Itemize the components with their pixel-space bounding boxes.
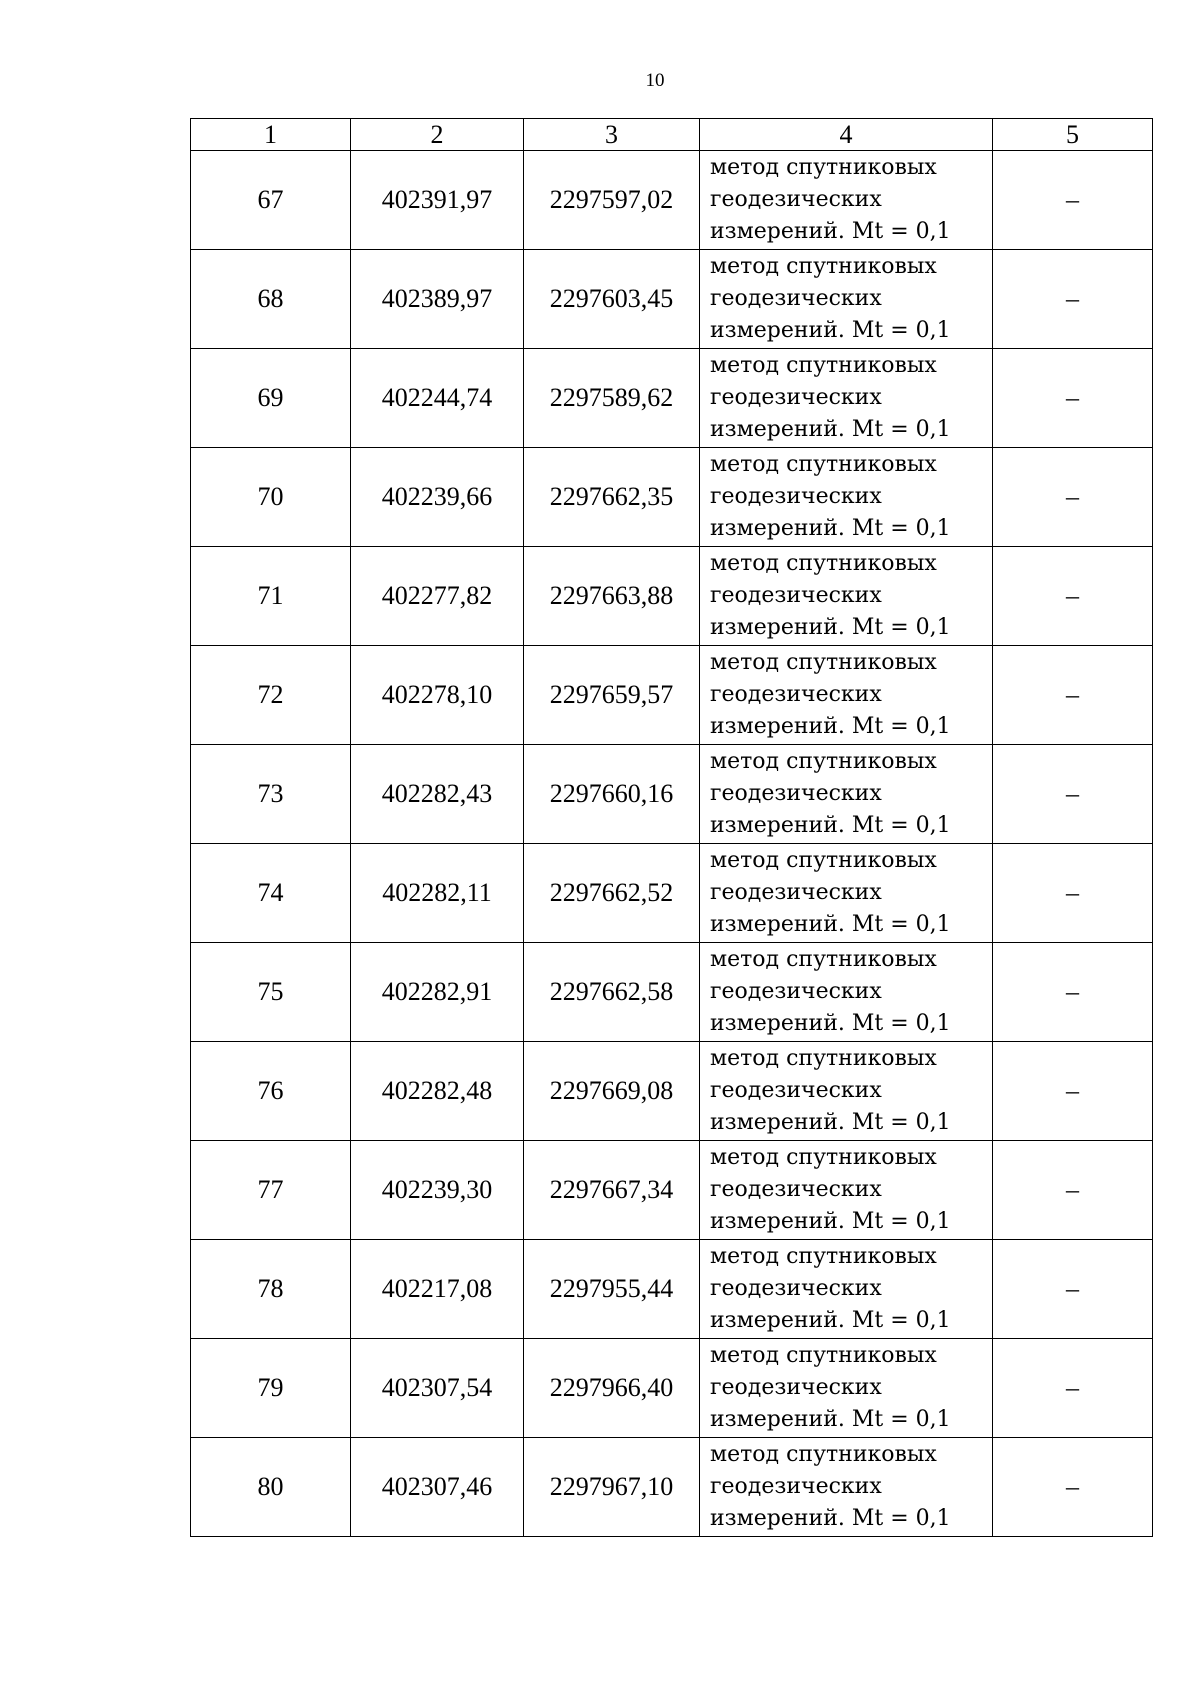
method-line: метод спутниковых <box>710 1145 937 1170</box>
x-coordinate-cell: 402391,97 <box>351 151 524 250</box>
method-line: измерений. Mt = 0,1 <box>710 516 951 541</box>
table-row <box>191 745 1153 844</box>
method-cell <box>700 844 993 943</box>
x-coordinate-cell: 402282,43 <box>351 745 524 844</box>
method-line: метод спутниковых <box>710 1244 937 1269</box>
method-line: измерений. Mt = 0,1 <box>710 417 951 442</box>
method-line: метод спутниковых <box>710 1442 937 1467</box>
method-cell <box>700 1240 993 1339</box>
note-cell: – <box>993 1438 1153 1537</box>
x-coordinate-cell: 402217,08 <box>351 1240 524 1339</box>
x-coordinate-cell: 402239,66 <box>351 448 524 547</box>
y-coordinate-cell: 2297955,44 <box>524 1240 700 1339</box>
method-cell <box>700 349 993 448</box>
point-number-cell: 75 <box>191 943 351 1042</box>
method-cell <box>700 448 993 547</box>
method-line: геодезических <box>710 1276 882 1301</box>
method-line: метод спутниковых <box>710 1046 937 1071</box>
method-cell <box>700 1141 993 1240</box>
point-number-cell: 69 <box>191 349 351 448</box>
table-row <box>191 646 1153 745</box>
point-number-cell: 77 <box>191 1141 351 1240</box>
method-line: измерений. Mt = 0,1 <box>710 813 951 838</box>
point-number-cell: 72 <box>191 646 351 745</box>
method-line: геодезических <box>710 880 882 905</box>
table-row <box>191 844 1153 943</box>
method-line: метод спутниковых <box>710 155 937 180</box>
column-header: 2 <box>351 119 524 151</box>
method-line: метод спутниковых <box>710 749 937 774</box>
y-coordinate-cell: 2297603,45 <box>524 250 700 349</box>
note-cell: – <box>993 745 1153 844</box>
note-cell: – <box>993 547 1153 646</box>
point-number-cell: 70 <box>191 448 351 547</box>
point-number-cell: 76 <box>191 1042 351 1141</box>
method-line: метод спутниковых <box>710 254 937 279</box>
method-line: геодезических <box>710 187 882 212</box>
method-line: геодезических <box>710 979 882 1004</box>
method-line: метод спутниковых <box>710 551 937 576</box>
method-line: измерений. Mt = 0,1 <box>710 1407 951 1432</box>
method-line: геодезических <box>710 1375 882 1400</box>
x-coordinate-cell: 402282,48 <box>351 1042 524 1141</box>
method-line: метод спутниковых <box>710 353 937 378</box>
table-row <box>191 1141 1153 1240</box>
y-coordinate-cell: 2297662,52 <box>524 844 700 943</box>
point-number-cell: 67 <box>191 151 351 250</box>
coordinates-table <box>190 118 1153 1537</box>
method-line: геодезических <box>710 484 882 509</box>
note-cell: – <box>993 1339 1153 1438</box>
column-header: 1 <box>191 119 351 151</box>
note-cell: – <box>993 250 1153 349</box>
y-coordinate-cell: 2297589,62 <box>524 349 700 448</box>
method-line: измерений. Mt = 0,1 <box>710 714 951 739</box>
column-header: 5 <box>993 119 1153 151</box>
y-coordinate-cell: 2297597,02 <box>524 151 700 250</box>
method-line: метод спутниковых <box>710 1343 937 1368</box>
method-line: измерений. Mt = 0,1 <box>710 1011 951 1036</box>
method-cell <box>700 745 993 844</box>
method-line: измерений. Mt = 0,1 <box>710 1506 951 1531</box>
method-line: геодезических <box>710 1474 882 1499</box>
table-row <box>191 547 1153 646</box>
y-coordinate-cell: 2297662,35 <box>524 448 700 547</box>
method-cell <box>700 1438 993 1537</box>
x-coordinate-cell: 402282,91 <box>351 943 524 1042</box>
method-line: метод спутниковых <box>710 452 937 477</box>
method-line: геодезических <box>710 1177 882 1202</box>
method-line: метод спутниковых <box>710 947 937 972</box>
note-cell: – <box>993 1141 1153 1240</box>
method-cell <box>700 151 993 250</box>
x-coordinate-cell: 402278,10 <box>351 646 524 745</box>
y-coordinate-cell: 2297663,88 <box>524 547 700 646</box>
method-cell <box>700 547 993 646</box>
note-cell: – <box>993 1042 1153 1141</box>
note-cell: – <box>993 448 1153 547</box>
y-coordinate-cell: 2297669,08 <box>524 1042 700 1141</box>
point-number-cell: 74 <box>191 844 351 943</box>
method-line: измерений. Mt = 0,1 <box>710 912 951 937</box>
point-number-cell: 80 <box>191 1438 351 1537</box>
table-row <box>191 250 1153 349</box>
method-line: геодезических <box>710 781 882 806</box>
point-number-cell: 79 <box>191 1339 351 1438</box>
x-coordinate-cell: 402307,46 <box>351 1438 524 1537</box>
table-row <box>191 1438 1153 1537</box>
method-line: измерений. Mt = 0,1 <box>710 615 951 640</box>
point-number-cell: 71 <box>191 547 351 646</box>
method-line: геодезических <box>710 682 882 707</box>
table-row <box>191 448 1153 547</box>
y-coordinate-cell: 2297659,57 <box>524 646 700 745</box>
x-coordinate-cell: 402244,74 <box>351 349 524 448</box>
y-coordinate-cell: 2297667,34 <box>524 1141 700 1240</box>
y-coordinate-cell: 2297966,40 <box>524 1339 700 1438</box>
method-line: измерений. Mt = 0,1 <box>710 1110 951 1135</box>
table-row <box>191 1042 1153 1141</box>
table-row <box>191 1339 1153 1438</box>
method-cell <box>700 1042 993 1141</box>
x-coordinate-cell: 402282,11 <box>351 844 524 943</box>
method-line: измерений. Mt = 0,1 <box>710 1308 951 1333</box>
point-number-cell: 68 <box>191 250 351 349</box>
method-cell <box>700 646 993 745</box>
x-coordinate-cell: 402307,54 <box>351 1339 524 1438</box>
method-line: метод спутниковых <box>710 650 937 675</box>
x-coordinate-cell: 402389,97 <box>351 250 524 349</box>
method-line: метод спутниковых <box>710 848 937 873</box>
method-line: геодезических <box>710 1078 882 1103</box>
x-coordinate-cell: 402239,30 <box>351 1141 524 1240</box>
note-cell: – <box>993 844 1153 943</box>
note-cell: – <box>993 349 1153 448</box>
page-number: 10 <box>645 70 665 91</box>
method-line: геодезических <box>710 385 882 410</box>
y-coordinate-cell: 2297662,58 <box>524 943 700 1042</box>
point-number-cell: 73 <box>191 745 351 844</box>
y-coordinate-cell: 2297660,16 <box>524 745 700 844</box>
note-cell: – <box>993 151 1153 250</box>
note-cell: – <box>993 646 1153 745</box>
method-line: измерений. Mt = 0,1 <box>710 318 951 343</box>
table-row <box>191 1240 1153 1339</box>
note-cell: – <box>993 943 1153 1042</box>
column-header: 3 <box>524 119 700 151</box>
method-cell <box>700 943 993 1042</box>
table-row <box>191 349 1153 448</box>
x-coordinate-cell: 402277,82 <box>351 547 524 646</box>
table-body <box>191 151 1153 1537</box>
method-line: измерений. Mt = 0,1 <box>710 1209 951 1234</box>
column-header: 4 <box>700 119 993 151</box>
method-line: геодезических <box>710 286 882 311</box>
method-line: измерений. Mt = 0,1 <box>710 219 951 244</box>
method-cell <box>700 250 993 349</box>
point-number-cell: 78 <box>191 1240 351 1339</box>
method-cell <box>700 1339 993 1438</box>
table-row <box>191 943 1153 1042</box>
y-coordinate-cell: 2297967,10 <box>524 1438 700 1537</box>
note-cell: – <box>993 1240 1153 1339</box>
method-line: геодезических <box>710 583 882 608</box>
table-row <box>191 151 1153 250</box>
table-header-row <box>191 119 1153 151</box>
